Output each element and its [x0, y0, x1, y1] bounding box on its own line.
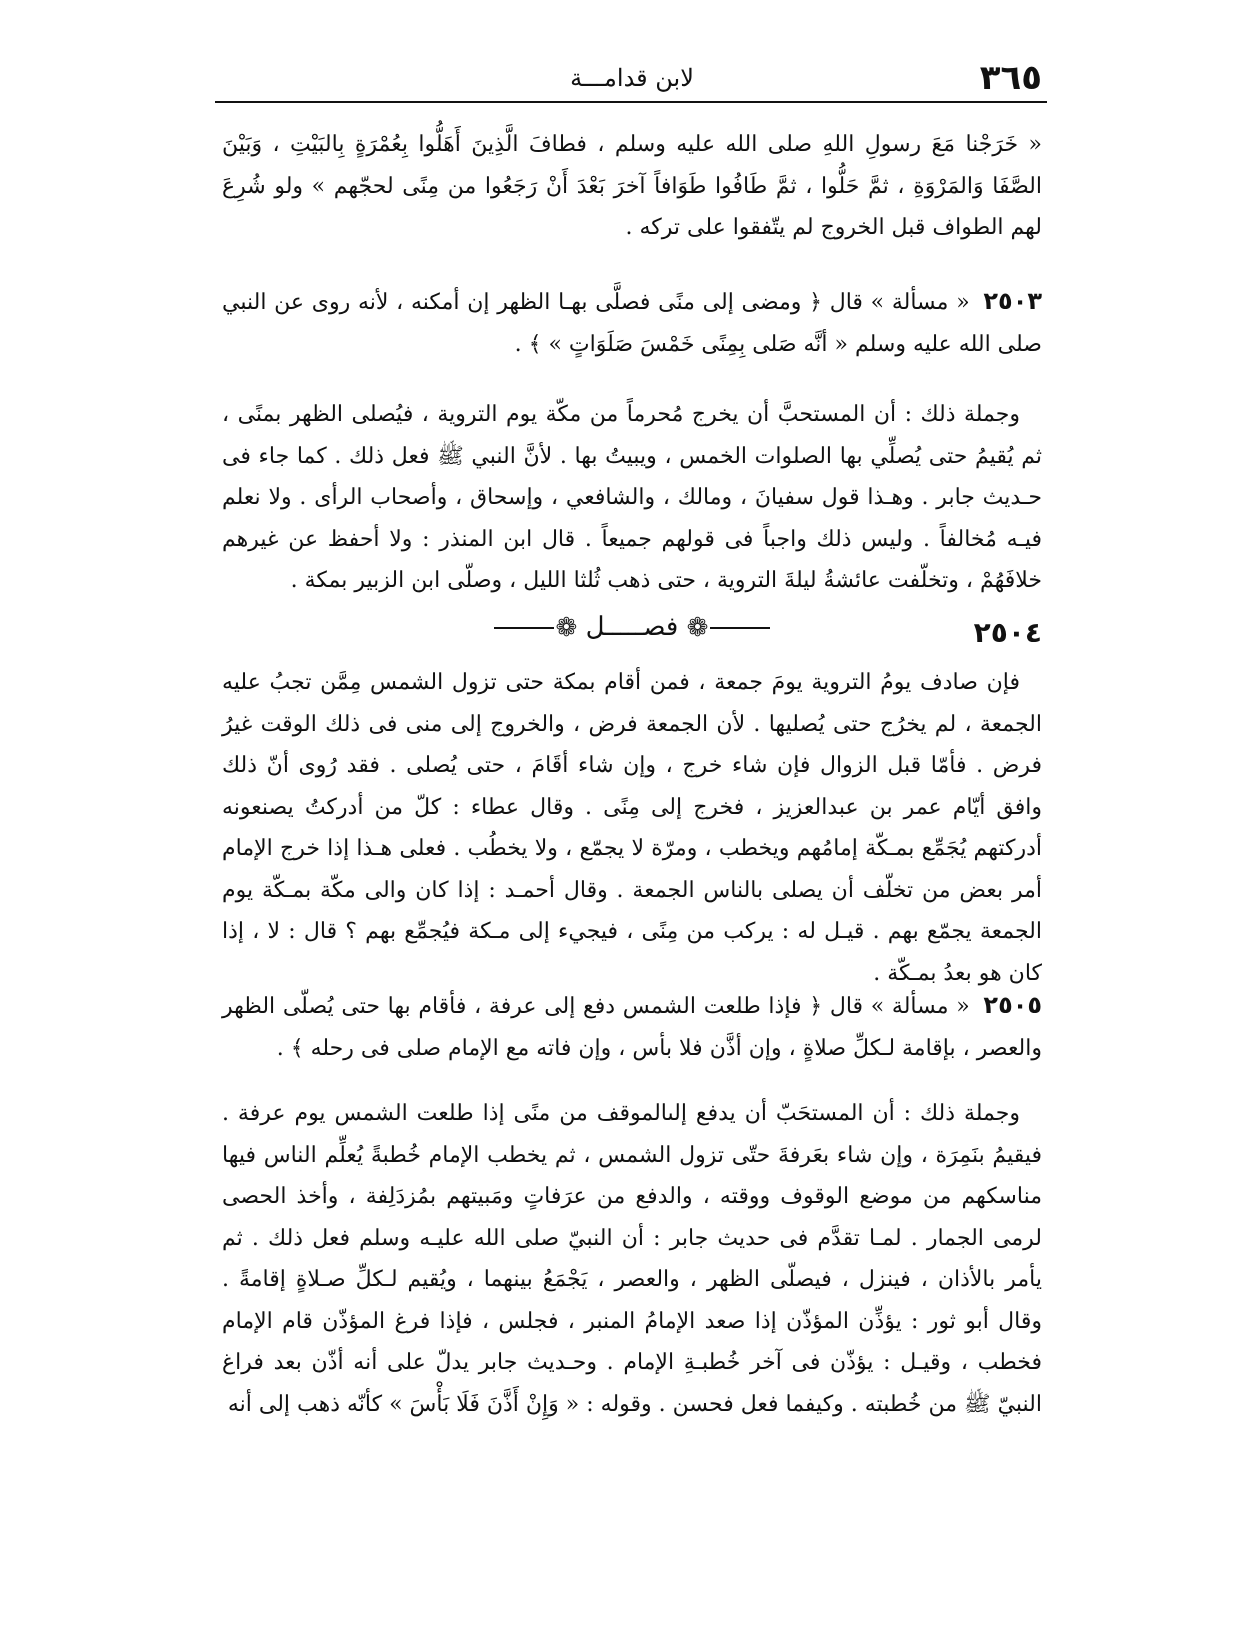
issue-number: ٢٥٠٣ — [983, 287, 1042, 315]
section-title: فصـــــل — [585, 612, 679, 642]
issue-text: « مسألة » قال ﴿ ومضى إلى منًى فصلَّى بهـا الظهر إن أمكنه ، لأنه روى عن النبي صلى الله عليه وسلم « أنَّه صَلى بِمِنًى خَمْسَ صَلَوَاتٍ » ﴾ . — [222, 290, 1042, 357]
paragraph-text: فإن صادف يومُ التروية يومَ جمعة ، فمن أقام بمكة حتى تزول الشمس مِمَّن تجبُ عليه الجمعة ، لم يخرُج حتى يُصليها . لأن الجمعة فرض ، والخروج إلى منى فى ذلك الوقت غيرُ فرض . فأمّا قبل الزوال فإن شاء خرج ، وإن شاء أقَامَ ، حتى يُصلى . فقد رُوى أنّ ذلك وافق أيّام عمر بن عبدالعزيز ، فخرج إلى مِنًى . وقال عطاء : كلّ من أدركتُ يصنعونه أدركتهم يُجَمِّع بمـكّة إمامُهم ويخطب ، ومرّة لا يجمّع ، ولا يخطُب . فعلى هـذا إذا خرج الإمام أمر بعض من تخلّف أن يصلى بالناس الجمعة . وقال أحمـد : إذا كان والى مكّة بمـكّة يوم الجمعة يجمّع بهم . قيـل له : يركب من مِنًى ، فيجيء إلى مـكة فيُجمِّع بهم ؟ قال : لا ، إذا كان هو بعدُ بمـكّة . — [222, 670, 1043, 986]
page-number: ٣٦٥ — [979, 58, 1042, 98]
header-rule — [215, 101, 1047, 103]
ornament-icon: ❁ — [555, 613, 578, 643]
paragraph-explanation-2503 — [222, 394, 1042, 602]
paragraph-text: وجملة ذلك : أن المستحبَّ أن يخرج مُحرماً من مكّة يوم التروية ، فيُصلى الظهر بمنًى ، ثم يُقيمُ حتى يُصلِّي بها الصلوات الخمس ، ويبيتُ بها . لأنَّ النبي ﷺ فعل ذلك . كما جاء فى حـديث جابر . وهـذا قول سفيانَ ، ومالك ، والشافعي ، وإسحاق ، وأصحاب الرأى . ولا نعلم فيـه مُخالفاً . وليس ذلك واجباً فى قولهم جميعاً . قال ابن المنذر : ولا أحفظ عن غيرهم خلافَهُمْ ، وتخلّفت عائشةُ ليلةَ التروية ، حتى ذهب ثُلثا الليل ، وصلّى ابن الزبير بمكة . — [222, 402, 1042, 593]
running-title: لابن قدامـــة — [570, 64, 694, 92]
paragraph-issue-2503 — [222, 281, 1042, 365]
ornament-line — [494, 627, 554, 629]
issue-text: « مسألة » قال ﴿ فإذا طلعت الشمس دفع إلى عرفة ، فأقام بها حتى يُصلّى الظهر والعصر ، بإقامة لـكلِّ صلاةٍ ، وإن أذَّن فلا بأس ، وإن فاته مع الإمام صلى فى رحله ﴾ . — [222, 994, 1042, 1061]
section-title-wrap — [222, 612, 1042, 643]
section-number: ٢٥٠٤ — [973, 616, 1042, 649]
paragraph-issue-2505 — [222, 985, 1042, 1069]
ornament-icon: ❁ — [686, 613, 709, 643]
page-header — [222, 52, 1042, 102]
section-heading — [222, 608, 1042, 654]
paragraph-hadith-continuation: « خَرَجْنا مَعَ رسولِ اللهِ صلى الله عليه وسلم ، فطافَ الَّذِينَ أَهَلُّوا بِعُمْرَةٍ بِالبَيْتِ ، وَبَيْنَ الصَّفَا وَالمَرْوَةِ ، ثمَّ حَلُّوا ، ثمَّ طَافُوا طَوَافاً آخرَ بَعْدَ أَنْ رَجَعُوا من مِنًى لحجّهم » ولو شُرِعَ لهم الطواف قبل الخروج لم يتّفقوا على تركه . — [222, 132, 1042, 240]
paragraph-explanation-2505 — [222, 1093, 1042, 1425]
paragraph-section-2504 — [222, 662, 1042, 994]
issue-number: ٢٥٠٥ — [983, 991, 1043, 1019]
ornament-line — [710, 627, 770, 629]
paragraph-text: وجملة ذلك : أن المستحَبّ أن يدفع إلىالموقف من منًى إذا طلعت الشمس يوم عرفة . فيقيمُ بنَمِرَة ، وإن شاء بعَرفةَ حتّى تزول الشمس ، ثم يخطب الإمام خُطبةً يُعلِّم الناس فيها مناسكهم من موضع الوقوف ووقته ، والدفع من عرَفاتٍ ومَبيتهم بمُزدَلِفة ، وأخذ الحصى لرمى الجمار . لمـا تقدَّم فى حديث جابر : أن النبيّ صلى الله عليـه وسلم فعل ذلك . ثم يأمر بالأذان ، فينزل ، فيصلّى الظهر ، والعصر ، يَجْمَعُ بينهما ، ويُقيم لـكلِّ صـلاةٍ إقامةً . وقال أبو ثور : يؤذِّن المؤذّن إذا صعد الإمامُ المنبر ، فجلس ، فإذا فرغ المؤذّن قام الإمام فخطب ، وقيـل : يؤذّن فى آخر خُطبـةِ الإمام . وحـديث جابر يدلّ على أنه أذّن بعد فراغ النبيّ ﷺ من خُطبته . وكيفما فعل فحسن . وقوله : « وَإِنْ أَذَّنَ فَلَا بَأْسَ » كأنّه ذهب إلى أنه — [222, 1101, 1042, 1417]
